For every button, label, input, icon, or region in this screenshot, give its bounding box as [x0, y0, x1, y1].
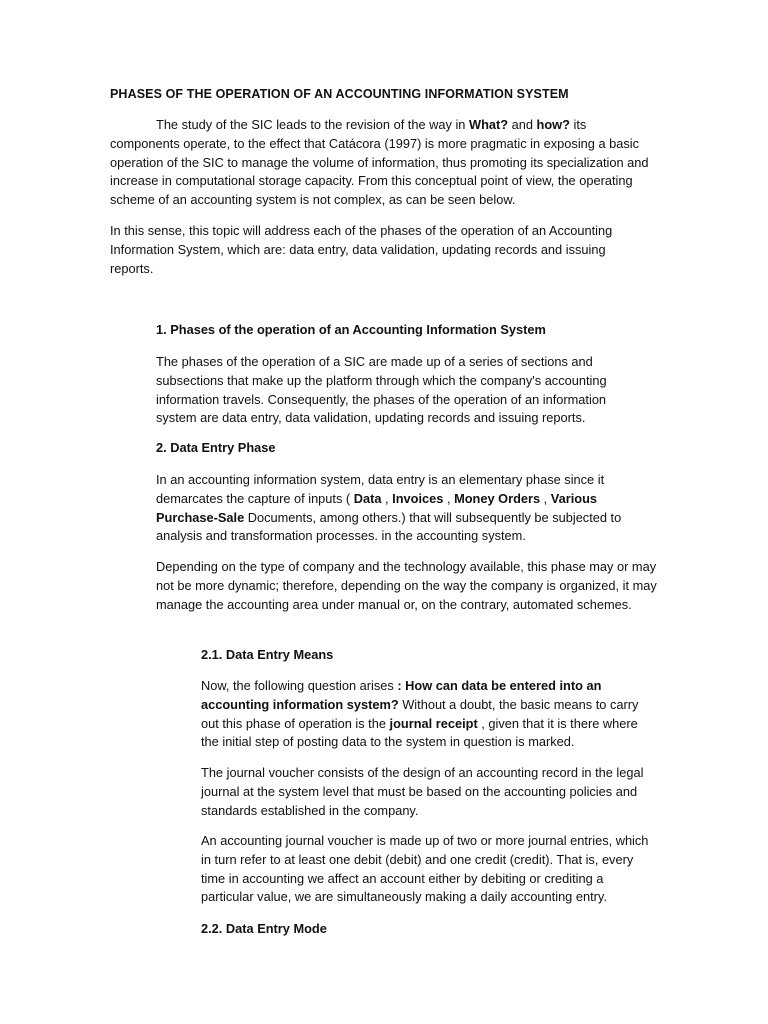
section2-body [156, 471, 661, 546]
intro-text-1: The study of the SIC leads to the revision of the way in [156, 117, 469, 132]
section22-heading: 2.2. Data Entry Mode [201, 921, 327, 936]
intro-what: What? [468, 117, 509, 132]
entry-sep-2: , [443, 490, 455, 506]
depending-paragraph: Depending on the type of company and the technology available, this phase may or may not be more dynamic; therefore, depending on the way the company is organized, it may manage the accounting area under manual or, on the contrary, automated schemes. [156, 559, 657, 612]
entry-various: Various Purchase-Sale [156, 490, 598, 525]
entry-text-2: Documents, among others.) that will subsequently be subjected to analysis and transformation processes. in the accounting system. [156, 509, 622, 544]
intro-how: how? [536, 117, 570, 132]
document-title: PHASES OF THE OPERATION OF AN ACCOUNTING INFORMATION SYSTEM [110, 87, 569, 101]
now-text-2: Without a doubt, the basic means to carry out this phase of operation is the [201, 696, 639, 731]
now-receipt: journal receipt [389, 715, 478, 731]
intro-paragraph [110, 116, 650, 210]
entry-money-orders: Money Orders [454, 490, 541, 506]
now-paragraph [201, 677, 656, 752]
section21-heading: 2.1. Data Entry Means [201, 647, 334, 662]
section1-heading: 1. Phases of the operation of an Accounting Information System [156, 322, 546, 337]
sense-paragraph: In this sense, this topic will address each of the phases of the operation of an Accounting Information System, which are: data entry, data validation, updating records and issuing reports. [110, 223, 613, 276]
entry-text-1: In an accounting information system, data entry is an elementary phase since it demarcates the capture of inputs ( [156, 472, 605, 506]
voucher-paragraph: The journal voucher consists of the design of an accounting record in the legal journal at the system level that must be based on the accounting policies and standards established in the company. [201, 765, 644, 818]
section2-heading: 2. Data Entry Phase [156, 440, 276, 455]
journal-paragraph: An accounting journal voucher is made up of two or more journal entries, which in turn refer to at least one debit (debit) and one credit (credit). That is, every time in accounting we affect an account either by debiting or crediting a particular value, we are simultaneously making a daily accounting entry. [201, 833, 649, 905]
entry-data: Data [353, 490, 382, 506]
entry-sep-1: , [381, 490, 393, 506]
now-text-3: , given that it is there where the initial step of posting data to the system in question is marked. [201, 715, 638, 750]
now-text-1: Now, the following question arises [201, 678, 398, 693]
intro-text-2: and [508, 117, 537, 132]
intro-text-3: its components operate, to the effect that Catácora (1997) is more pragmatic in exposing a basic operation of the SIC to manage the volume of information, thus promoting its specialization and increase in computational storage capacity. From this conceptual point of view, the operating scheme of an accounting system is not complex, as can be seen below. [110, 117, 649, 208]
entry-invoices: Invoices [392, 490, 444, 506]
section1-body: The phases of the operation of a SIC are made up of a series of sections and subsections that make up the platform through which the company's accounting information travels. Consequently, the phases of the operation of an information system are data entry, data validation, updating records and issuing reports. [156, 354, 607, 426]
now-question: : How can data be entered into an accounting information system? [201, 678, 602, 712]
entry-sep-3: , [540, 490, 551, 506]
